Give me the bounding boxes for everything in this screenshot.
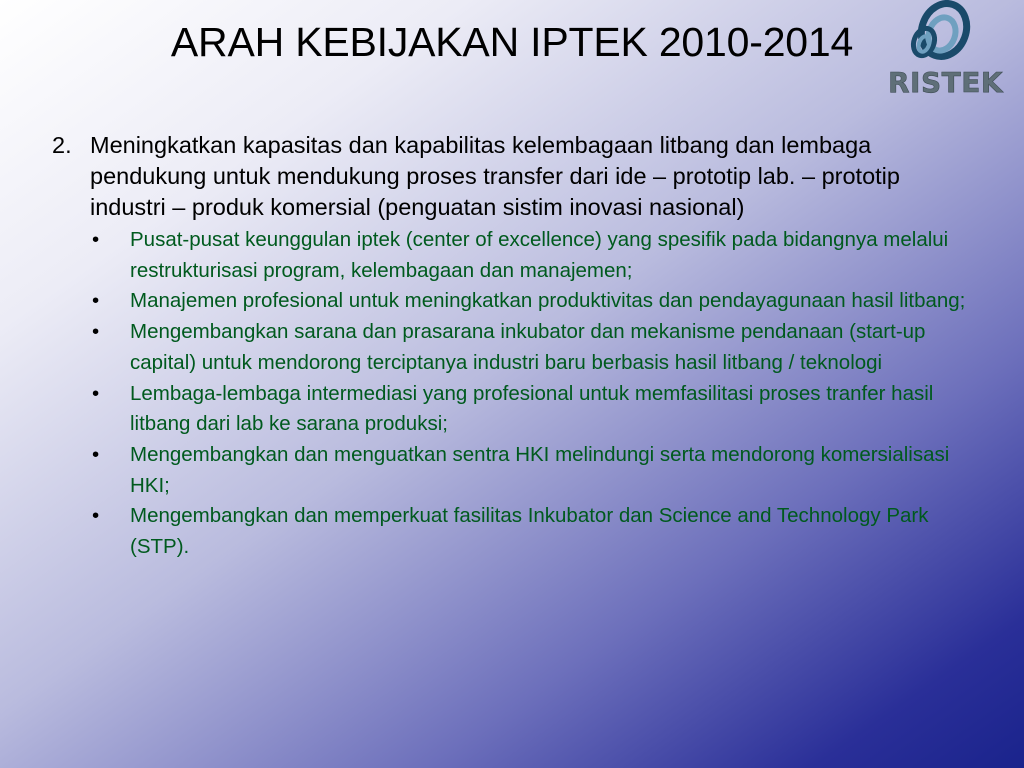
- main-point-text: Meningkatkan kapasitas dan kapabilitas kelembagaan litbang dan lembaga pendukung untuk mendukung proses transfer dari ide – prototip lab. – prototip industri – produk komersial (penguatan sistim inovasi nasional): [90, 132, 900, 220]
- list-item-text: Mengembangkan dan menguatkan sentra HKI melindungi serta mendorong komersialisasi HKI;: [130, 442, 950, 497]
- list-item: [52, 286, 982, 317]
- ristek-swirl-logo-icon: [884, 0, 1004, 70]
- logo-text: RISTEK: [888, 66, 1004, 99]
- main-point: [52, 130, 982, 223]
- list-item-text: Mengembangkan sarana dan prasarana inkubator dan mekanisme pendanaan (start-up capital) untuk mendorong terciptanya industri baru berbasis hasil litbang / teknologi: [130, 320, 926, 374]
- list-item: [52, 440, 982, 501]
- list-item: [52, 317, 982, 378]
- bullet-icon: •: [92, 320, 100, 344]
- list-item: [52, 501, 982, 562]
- list-item: [52, 225, 982, 286]
- list-item-text: Lembaga-lembaga intermediasi yang profesional untuk memfasilitasi proses tranfer hasil litbang dari lab ke sarana produksi;: [130, 381, 934, 436]
- slide-title: ARAH KEBIJAKAN IPTEK 2010-2014: [170, 19, 854, 65]
- main-point-number: 2.: [52, 132, 72, 158]
- slide-content: [52, 130, 982, 563]
- bullet-icon: •: [92, 228, 100, 251]
- list-item: [52, 379, 982, 440]
- bullet-icon: •: [92, 381, 100, 405]
- list-item-text: Mengembangkan dan memperkuat fasilitas Inkubator dan Science and Technology Park (STP).: [130, 504, 929, 559]
- bullet-icon: •: [92, 504, 100, 528]
- bullet-list: [52, 225, 982, 563]
- list-item-text: Manajemen profesional untuk meningkatkan produktivitas dan pendayagunaan hasil litbang;: [130, 289, 966, 313]
- bullet-icon: •: [92, 289, 100, 313]
- list-item-text: Pusat-pusat keunggulan iptek (center of excellence) yang spesifik pada bidangnya melalui restrukturisasi program, kelembagaan dan manajemen;: [130, 228, 949, 282]
- ristek-logo: [884, 0, 1004, 104]
- bullet-icon: •: [92, 442, 100, 466]
